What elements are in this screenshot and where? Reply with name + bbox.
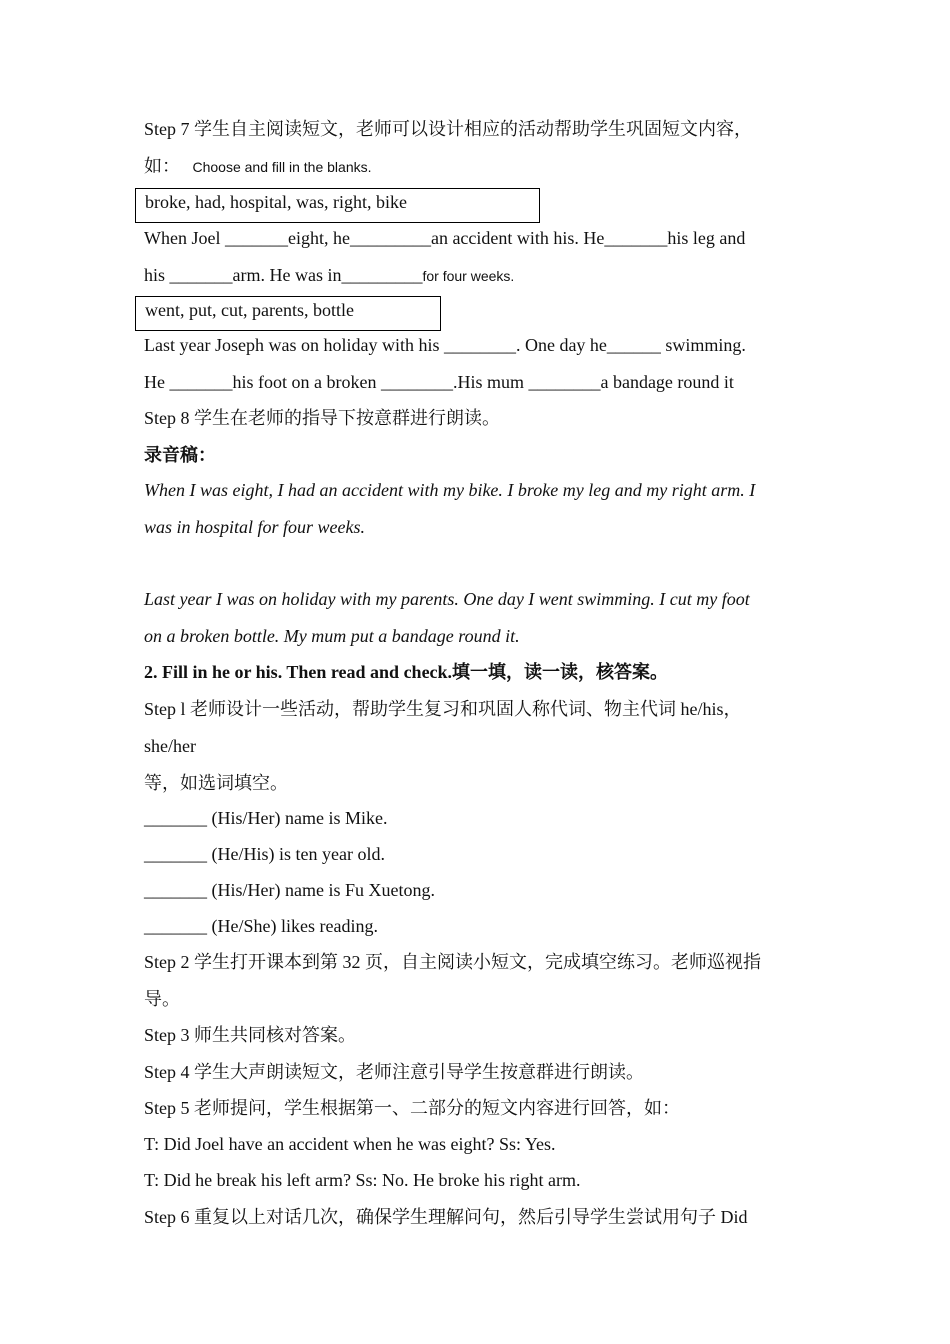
word-box-2 — [135, 296, 441, 331]
step5-qa-1: T: Did Joel have an accident when he was eight? Ss: Yes. — [144, 1134, 556, 1154]
exercise1-line1: When Joel _______eight, he_________an accident with his. He_______his leg and — [144, 228, 746, 248]
word-box-2-text: went, put, cut, parents, bottle — [145, 300, 354, 320]
transcript-p1-line1: When I was eight, I had an accident with my bike. I broke my leg and my right arm. I — [144, 480, 756, 500]
exercise1-line2-main: his _______arm. He was in_________ — [144, 265, 423, 285]
blank-item-2: _______ (He/His) is ten year old. — [144, 844, 385, 864]
blank-item-3: _______ (His/Her) name is Fu Xuetong. — [144, 880, 435, 900]
step6: Step 6 重复以上对话几次，确保学生理解问句，然后引导学生尝试用句子 Did — [144, 1207, 748, 1227]
exercise1-line2 — [144, 263, 514, 288]
step7-line1: Step 7 学生自主阅读短文，老师可以设计相应的活动帮助学生巩固短文内容， — [144, 119, 752, 139]
exercise2-line2: He _______his foot on a broken ________.His mum ________a bandage round it — [144, 372, 734, 392]
step5: Step 5 老师提问，学生根据第一、二部分的短文内容进行回答，如： — [144, 1098, 680, 1118]
step1-line1: Step l 老师设计一些活动，帮助学生复习和巩固人称代词、物主代词 he/his， — [144, 699, 742, 719]
exercise2-line1: Last year Joseph was on holiday with his ________. One day he______ swimming. — [144, 335, 746, 355]
step1-line2: she/her — [144, 736, 196, 756]
step2-line2: 导。 — [144, 989, 180, 1009]
blank-item-4: _______ (He/She) likes reading. — [144, 916, 378, 936]
exercise1-line2-tail: for four weeks. — [422, 268, 515, 284]
step7-instruction: Choose and fill in the blanks. — [192, 159, 372, 175]
transcript-p2-line1: Last year I was on holiday with my parents. One day I went swimming. I cut my foot — [144, 589, 750, 609]
transcript-p1-line2: was in hospital for four weeks. — [144, 517, 366, 537]
transcript-heading: 录音稿： — [144, 445, 216, 465]
step3: Step 3 师生共同核对答案。 — [144, 1025, 357, 1045]
blank-item-1: _______ (His/Her) name is Mike. — [144, 808, 388, 828]
section2-heading: 2. Fill in he or his. Then read and check.填一填，读一读，核答案。 — [144, 662, 669, 682]
word-box-1-text: broke, had, hospital, was, right, bike — [145, 192, 407, 212]
step1-line3: 等，如选词填空。 — [144, 773, 288, 793]
step8: Step 8 学生在老师的指导下按意群进行朗读。 — [144, 408, 500, 428]
step2-line1: Step 2 学生打开课本到第 32 页，自主阅读小短文，完成填空练习。老师巡视指 — [144, 952, 761, 972]
step4: Step 4 学生大声朗读短文，老师注意引导学生按意群进行朗读。 — [144, 1062, 644, 1082]
transcript-p2-line2: on a broken bottle. My mum put a bandage round it. — [144, 626, 520, 646]
step5-qa-2: T: Did he break his left arm? Ss: No. He broke his right arm. — [144, 1170, 581, 1190]
word-box-1 — [135, 188, 540, 223]
step7-prefix: 如： — [144, 156, 180, 176]
step7-line2 — [144, 154, 372, 179]
